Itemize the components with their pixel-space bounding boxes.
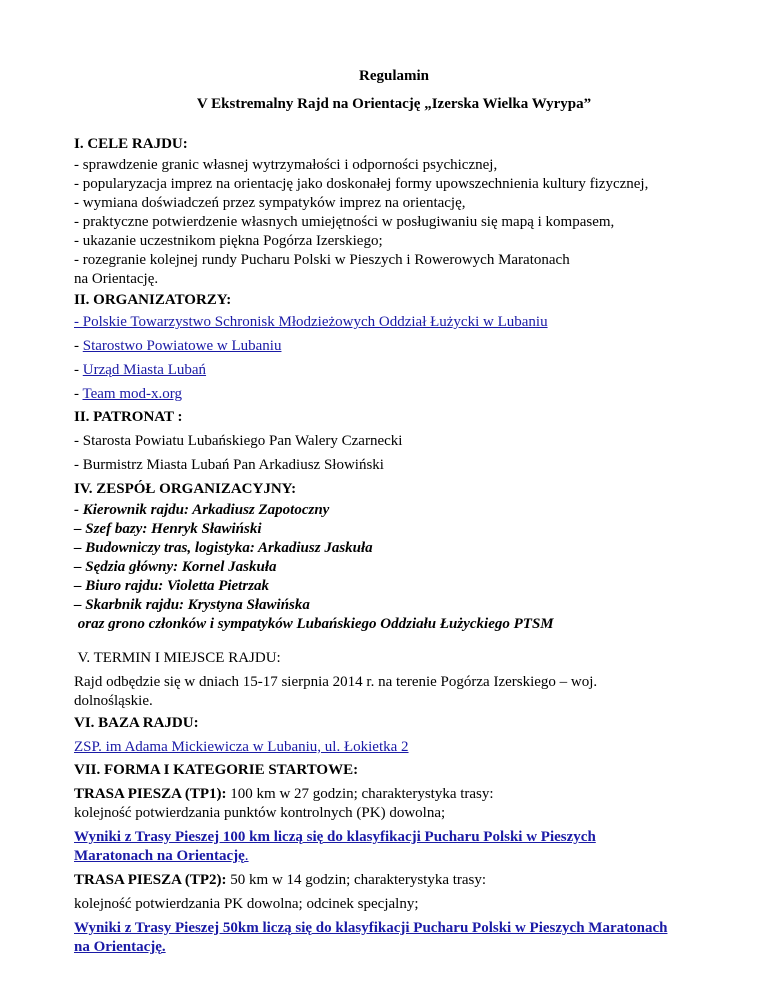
section-heading-termin: V. TERMIN I MIEJSCE RAJDU: [74,650,281,666]
list-item: oraz grono członków i sympatyków Lubańskiego Oddziału Łużyckiego PTSM [74,616,554,632]
tp2-label: TRASA PIESZA (TP2): [74,872,227,888]
list-item: - rozegranie kolejnej rundy Pucharu Polski w Pieszych i Rowerowych Maratonach [74,252,570,268]
link-tp1-results-cont[interactable]: Maratonach na Orientację [74,848,245,864]
paragraph-line: kolejność potwierdzania PK dowolna; odcinek specjalny; [74,896,419,912]
list-dash: - [74,338,83,354]
list-dash: - [74,362,83,378]
document-title: Regulamin [358,68,429,84]
paragraph-line: Rajd odbędzie się w dniach 15-17 sierpnia 2014 r. na terenie Pogórza Izerskiego – woj. [74,674,598,690]
link-tp2-results-cont[interactable]: na Orientację. [74,939,166,955]
link-tp2-results[interactable]: Wyniki z Trasy Pieszej 50km liczą się do klasyfikacji Pucharu Polski w Pieszych Maratonach [74,920,668,936]
list-item: - praktyczne potwierdzenie własnych umiejętności w posługiwaniu się mapą i kompasem, [74,214,615,230]
tp1-text: 100 km w 27 godzin; charakterystyka trasy: [226,786,494,802]
list-item: – Skarbnik rajdu: Krystyna Sławińska [74,597,310,613]
section-heading-organizatorzy: II. ORGANIZATORZY: [74,292,232,308]
paragraph-line: dolnośląskie. [74,693,153,709]
list-dash: - [74,386,83,402]
list-item: - ukazanie uczestnikom piękna Pogórza Izerskiego; [74,233,383,249]
link-baza[interactable]: ZSP. im Adama Mickiewicza w Lubaniu, ul. Łokietka 2 [74,739,409,755]
tp1-line [74,785,494,804]
tp1-link-line2 [74,847,249,866]
list-item: – Sędzia główny: Kornel Jaskuła [74,559,277,575]
section-heading-zespol: IV. ZESPÓŁ ORGANIZACYJNY: [74,481,297,497]
section-heading-cele: I. CELE RAJDU: [74,136,188,152]
section-heading-forma: VII. FORMA I KATEGORIE STARTOWE: [74,762,359,778]
section-heading-patronat: II. PATRONAT : [74,409,183,425]
list-item: na Orientację. [74,271,159,287]
link-tp1-results[interactable]: Wyniki z Trasy Pieszej 100 km liczą się do klasyfikacji Pucharu Polski w Pieszych [74,829,596,845]
list-item: - Starosta Powiatu Lubańskiego Pan Walery Czarnecki [74,433,403,449]
list-item: - Kierownik rajdu: Arkadiusz Zapotoczny [74,502,330,518]
list-item: – Biuro rajdu: Violetta Pietrzak [74,578,270,594]
list-item: – Szef bazy: Henryk Sławiński [74,521,262,537]
tp1-label: TRASA PIESZA (TP1): [74,786,227,802]
list-item-team [74,385,182,404]
link-tp1-dot[interactable]: . [244,848,249,864]
list-item: – Budowniczy tras, logistyka: Arkadiusz Jaskuła [74,540,373,556]
tp2-line [74,871,486,890]
paragraph-line: kolejność potwierdzania punktów kontrolnych (PK) dowolna; [74,805,446,821]
link-ptsm[interactable]: - Polskie Towarzystwo Schronisk Młodzieżowych Oddział Łużycki w Lubaniu [74,314,548,330]
document-subtitle: V Ekstremalny Rajd na Orientację „Izerska Wielka Wyrypa” [196,96,592,112]
tp2-text: 50 km w 14 godzin; charakterystyka trasy: [226,872,487,888]
link-team[interactable]: Team mod-x.org [82,386,182,402]
list-item: - wymiana doświadczeń przez sympatyków imprez na orientację, [74,195,466,211]
list-item-starostwo [74,337,281,356]
link-urzad[interactable]: Urząd Miasta Lubań [82,362,207,378]
section-heading-baza: VI. BAZA RAJDU: [74,715,199,731]
link-starostwo[interactable]: Starostwo Powiatowe w Lubaniu [82,338,282,354]
list-item: - Burmistrz Miasta Lubań Pan Arkadiusz Słowiński [74,457,384,473]
list-item-urzad [74,361,206,380]
list-item: - popularyzacja imprez na orientację jako doskonałej formy upowszechnienia kultury fizycznej, [74,176,649,192]
list-item: - sprawdzenie granic własnej wytrzymałości i odporności psychicznej, [74,157,498,173]
